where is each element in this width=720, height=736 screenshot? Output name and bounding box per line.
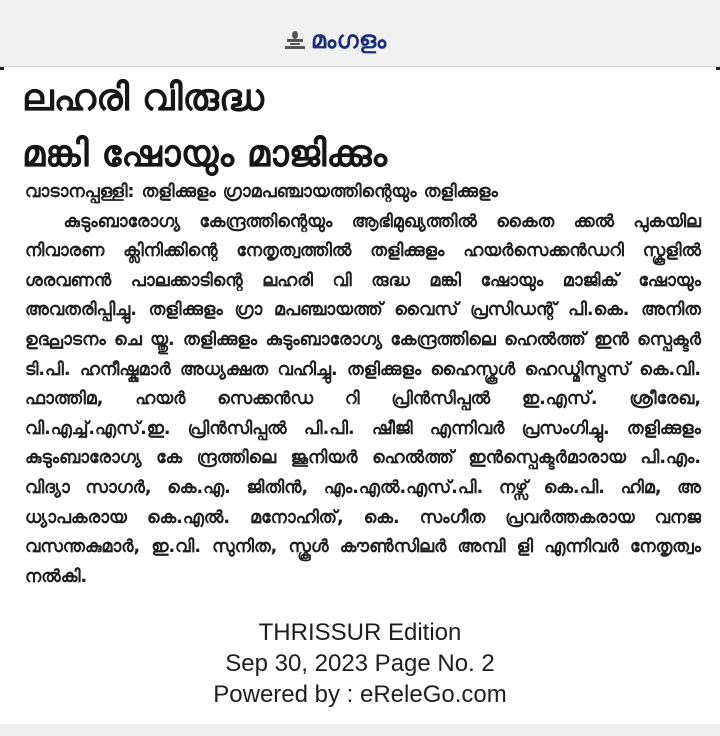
lamp-emblem-icon bbox=[283, 29, 307, 51]
bottom-strip bbox=[0, 724, 720, 736]
masthead bbox=[0, 0, 720, 67]
article-paragraph-2: കുടുംബാരോഗ്യ കേന്ദ്രത്തിന്റെയും ആഭിമുഖ്യത്തിൽ കൈത ക്കൽ പുകയില നിവാരണ ക്ലിനിക്കിന്റെ നേതൃത്വത്തിൽ തളിക്കുളം ഹയർസെക്കൻഡറി സ്കൂളിൽ ശരവണൻ പാലക്കാടിന്റെ ലഹരി വി രുദ്ധ മങ്കി ഷോയും മാജിക് ഷോയും അവതരിപ്പിച്ചു. തളിക്കുളം ഗ്രാ മപഞ്ചായത്ത് വൈസ് പ്രസിഡന്റ് പി.കെ. അനിത ഉദ്ഘാടനം ചെ യ്തു. തളിക്കുളം കുടുംബാരോഗ്യ കേന്ദ്രത്തിലെ ഹെൽത്ത് ഇൻ സ്പെക്ടർ ടി.പി. ഹനീഷ്കുമാർ അധ്യക്ഷത വഹിച്ചു. തളിക്കുളം ഹൈസ്കൂൾ ഹെഡ്മിസ്ട്രസ് കെ.വി. ഫാത്തിമ, ഹയർ സെക്കൻഡ റി പ്രിൻസിപ്പൽ ഇ.എസ്. ശ്രീരേഖ, വി.എച്ച്.എസ്.ഇ. പ്രിൻസിപ്പൽ പി.പി. ഷീജി എന്നിവർ പ്രസംഗിച്ചു. തളിക്കുളം കുടുംബാരോഗ്യ കേ ന്ദ്രത്തിലെ ജൂനിയർ ഹെൽത്ത് ഇൻസ്പെക്ടർമാരായ പി.എം. വിദ്യാ സാഗർ, കെ.എ. ജിതിൻ, എം.എൽ.എസ്.പി. നഴ്സ് കെ.പി. ഹിമ, അ ധ്യാപകരായ കെ.എൽ. മനോഹിത്, കെ. സംഗീത പ്രവർത്തകരായ വനജ വസന്തകുമാർ, ഇ.വി. സുനിത, സ്കൂൾ കൗൺസിലർ അമ്പി ളി എന്നിവർ നേതൃത്വം നൽകി. bbox=[25, 211, 701, 587]
headline-line-1: ലഹരി വിരുദ്ധ bbox=[22, 76, 264, 119]
headline-line-2: മങ്കി ഷോയും മാജിക്കും bbox=[22, 132, 387, 175]
edition-footer bbox=[0, 617, 720, 710]
left-rule bbox=[0, 67, 4, 70]
article-paragraph-1: വാടാനപ്പള്ളി: തളിക്കുളം ഗ്രാമപഞ്ചായത്തിന്റെയും തളിക്കുളം bbox=[25, 182, 498, 202]
logo-text: മംഗളം bbox=[311, 26, 387, 54]
headline bbox=[22, 70, 702, 182]
date-page-label: Sep 30, 2023 Page No. 2 bbox=[225, 650, 495, 677]
newspaper-logo bbox=[283, 22, 387, 58]
right-rule bbox=[716, 67, 720, 70]
edition-label: THRISSUR Edition bbox=[258, 619, 462, 646]
article-body bbox=[25, 178, 701, 592]
powered-by-label: Powered by : eReleGo.com bbox=[213, 681, 507, 708]
